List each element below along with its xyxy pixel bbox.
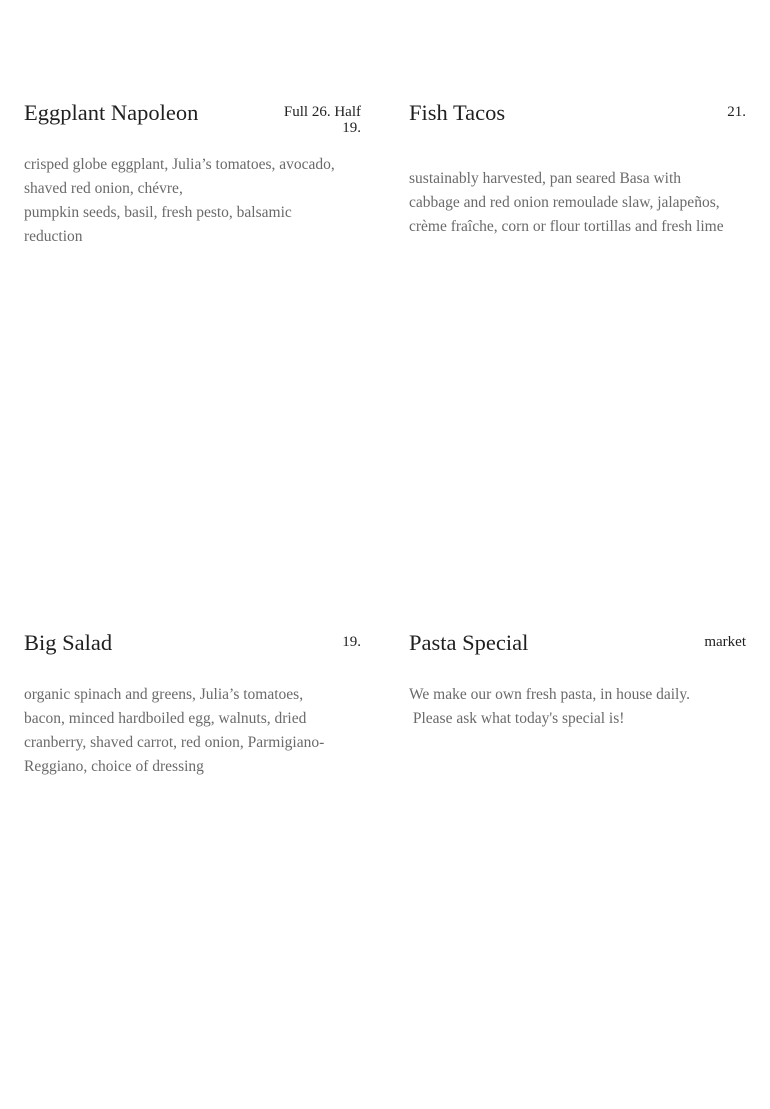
description-line: organic spinach and greens, Julia’s tomatoes, [24,686,304,703]
menu-item-description [24,683,361,779]
description-line: bacon, minced hardboiled egg, walnuts, dried [24,710,307,727]
menu-item-description [24,153,361,249]
description-line: reduction [24,228,83,245]
menu-item-description [409,167,746,239]
menu-item-big-salad [24,628,361,779]
menu-item-header [24,628,361,658]
description-line: pumpkin seeds, basil, fresh pesto, balsamic [24,204,292,221]
menu-item-name: Pasta Special [409,630,529,655]
menu-item-header [24,98,361,136]
menu-item-fish-tacos [409,98,746,239]
menu-item-pasta-special [409,628,746,731]
menu-item-price: Full 26. Half 19. [283,104,361,136]
description-line: sustainably harvested, pan seared Basa with [409,170,682,187]
description-line: Reggiano, choice of dressing [24,758,204,775]
menu-item-price: 21. [727,104,746,120]
menu-item-price: market [704,634,746,650]
description-line: crisped globe eggplant, Julia’s tomatoes, avocado, [24,156,335,173]
description-line: cabbage and red onion remoulade slaw, jalapeños, [409,194,720,211]
menu-item-name: Eggplant Napoleon [24,100,199,125]
description-line: cranberry, shaved carrot, red onion, Parmigiano- [24,734,325,751]
description-line: shaved red onion, chévre, [24,180,183,197]
menu-item-description [409,683,746,731]
menu-item-eggplant-napoleon [24,98,361,249]
description-line: We make our own fresh pasta, in house daily. [409,686,690,703]
menu-item-name: Fish Tacos [409,100,506,125]
menu-item-name: Big Salad [24,630,113,655]
description-line: crème fraîche, corn or flour tortillas and fresh lime [409,218,724,235]
menu-item-price: 19. [342,634,361,650]
menu-item-header [409,98,746,128]
description-line: Please ask what today's special is! [409,710,625,727]
menu-item-header [409,628,746,658]
